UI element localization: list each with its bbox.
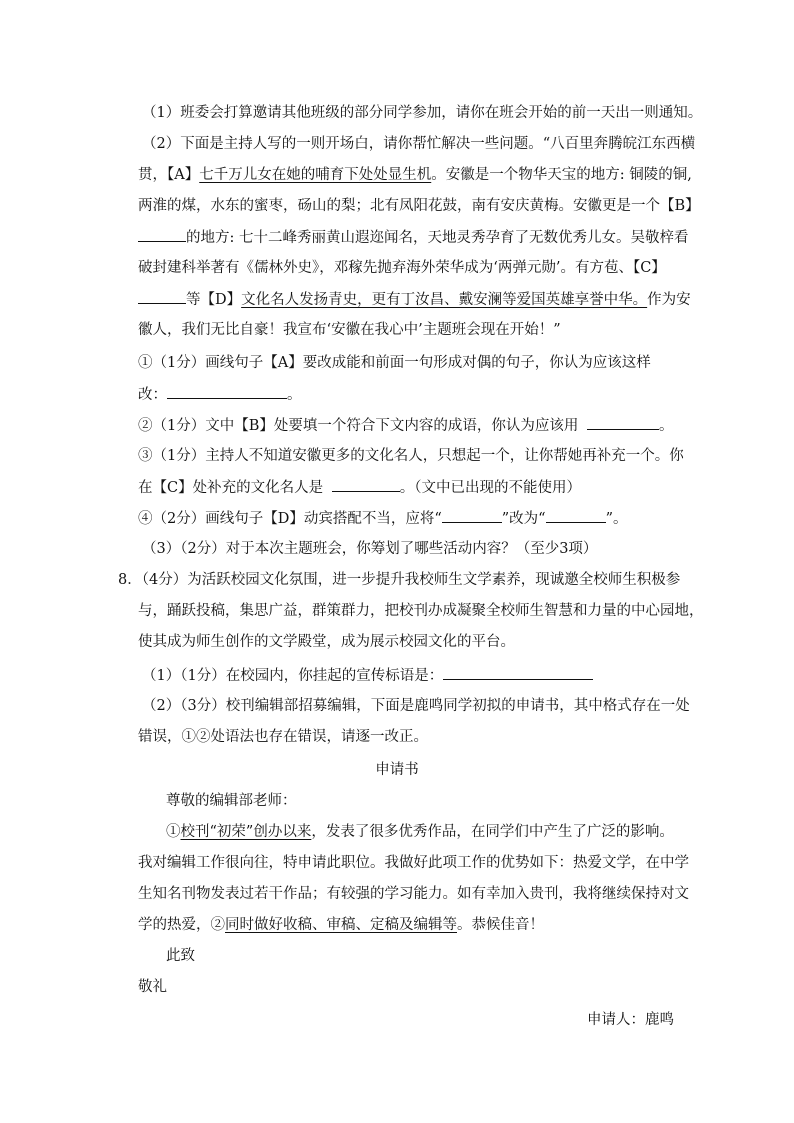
q7-sub3-line2: [138, 477, 581, 498]
q7-part2-line1: （2）下面是主持人写的一则开场白，请你帮忙解决一些问题。“八百里奔腾皖江东西横: [142, 136, 696, 152]
q7-text: ②（1分）文中【B】处要填一个符合下文内容的成语，你认为应该用: [138, 418, 579, 434]
letter-salutation: 尊敬的编辑部老师：: [166, 793, 297, 809]
q7-part3: （3）（2分）对于本次主题班会，你筹划了哪些活动内容？（至少3项）: [142, 541, 598, 557]
q7-text: 等【D】: [186, 292, 242, 308]
q7-part2-line7: 徽人，我们无比自豪！我宣布‘安徽在我心中’主题班会现在开始！”: [138, 322, 561, 338]
underlined-sentence-d: 文化名人发扬青史，更有丁汝昌、戴安澜等爱国英雄享誉中华。: [241, 292, 648, 308]
q7-text: 改：: [138, 387, 167, 403]
slogan-blank[interactable]: [443, 665, 593, 680]
q7-text: 。: [287, 387, 302, 403]
letter-body-line2: 我对编辑工作很向往，特申请此职位。我做好此项工作的优势如下：热爱文学，在中学: [138, 855, 689, 871]
q8-stem-line2: 与，踊跃投稿，集思广益，群策群力，把校刊办成凝聚全校师生智慧和力量的中心园地，: [138, 603, 704, 619]
letter-text: ，发表了很多优秀作品，在同学们中产生了广泛的影响。: [311, 824, 674, 840]
letter-signature: 申请人：鹿鸣: [587, 1012, 674, 1028]
q7-sub1-line2: [138, 384, 302, 405]
letter-text: 。恭候佳音！: [457, 917, 544, 933]
q7-text: 。安徽是一个物华天宝的地方: 铜陵的铜,: [431, 167, 692, 183]
letter-text: 学的热爱，②: [138, 917, 225, 933]
q8-part1: [142, 665, 593, 686]
q7-text: 。（文中已出现的不能使用）: [399, 480, 581, 496]
q8-text: （1）（1分）在校园内，你挂起的宣传标语是：: [142, 668, 444, 684]
letter-body-line4: [138, 915, 544, 935]
q7-text: ”。: [605, 511, 628, 527]
q7-text: ④（2分）画线句子【D】动宾搭配不当，应将“: [138, 511, 442, 527]
underlined-sentence-2: 同时做好收稿、审稿、定稿及编辑等: [225, 917, 457, 933]
marker-1: ①: [166, 824, 181, 840]
q7-text: 贯，【A】: [138, 167, 200, 183]
blank-b[interactable]: [138, 227, 186, 242]
q7-text: 。: [659, 418, 674, 434]
q8-part2-line2: 错误，①②处语法也存在错误，请逐一改正。: [138, 729, 428, 745]
q8-stem-line1: 8．（4分）为活跃校园文化氛围，进一步提升我校师生文学素养，现诚邀全校师生积极参: [118, 572, 681, 588]
q8-part2-line1: （2）（3分）校刊编辑部招募编辑，下面是鹿鸣同学初拟的申请书，其中格式存在一处: [142, 698, 690, 714]
blank-c[interactable]: [138, 289, 186, 304]
q7-part2-line6: [138, 289, 691, 310]
underlined-sentence-a: 七千万儿女在她的哺育下处处显生机: [199, 167, 432, 183]
q7-part2-line3: 两淮的煤，水东的蜜枣，砀山的梨；北有凤阳花鼓，南有安庆黄梅。安徽更是一个【B】: [138, 198, 700, 214]
q7-text: 在【C】处补充的文化名人是: [138, 480, 324, 496]
answer-blank-4a[interactable]: [442, 508, 502, 523]
q8-stem-line3: 使其成为师生创作的文学殿堂，成为展示校园文化的平台。: [138, 634, 515, 650]
q7-sub4: [138, 508, 628, 529]
q7-part2-line2: [138, 165, 692, 185]
q7-text: ”改为“: [501, 511, 546, 527]
answer-blank-4b[interactable]: [546, 508, 606, 523]
letter-closing-1: 此致: [166, 948, 195, 964]
underlined-sentence-1: 校刊“初荣”创办以来: [180, 824, 312, 840]
letter-closing-2: 敬礼: [138, 979, 167, 995]
q7-part2-line4: [138, 227, 689, 248]
q7-text: 作为安: [647, 292, 691, 308]
q7-sub1-line1: ①（1分）画线句子【A】要改成能和前面一句形成对偶的句子，你认为应该这样: [138, 355, 651, 371]
q7-sub3-line1: ③（1分）主持人不知道安徽更多的文化名人，只想起一个，让你帮她再补充一个。你: [138, 448, 684, 464]
q7-text: 的地方: 七十二峰秀丽黄山遐迩闻名，天地灵秀孕育了无数优秀儿女。吴敬梓看: [186, 230, 689, 246]
letter-title: 申请书: [375, 762, 419, 778]
letter-body-line1: [166, 822, 674, 842]
answer-blank-1[interactable]: [167, 384, 287, 399]
letter-body-line3: 生知名刊物发表过若干作品；有较强的学习能力。如有幸加入贵刊，我将继续保持对文: [138, 886, 689, 902]
answer-blank-3[interactable]: [332, 477, 400, 492]
q7-sub2: [138, 415, 674, 436]
answer-blank-2[interactable]: [587, 415, 659, 430]
q7-part2-line5: 破封建科举著有《儒林外史》，邓稼先抛弃海外荣华成为‘两弹元勋’。有方苞、【C】: [138, 260, 666, 276]
q7-part1: （1）班委会打算邀请其他班级的部分同学参加，请你在班会开始的前一天出一则通知。: [142, 105, 703, 121]
